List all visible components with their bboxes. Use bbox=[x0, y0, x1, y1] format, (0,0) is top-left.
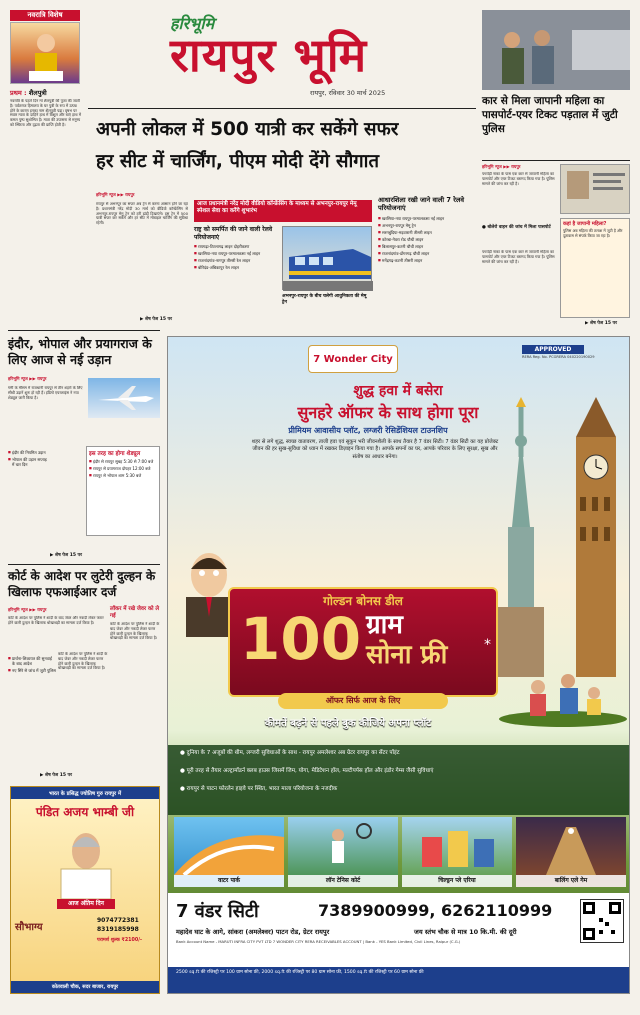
list-item: ■ खरसिया-नया रायपुर-परमालकसा नई लाइन bbox=[378, 216, 476, 221]
masthead-title: रायपुर भूमि bbox=[170, 28, 368, 82]
offer-label: गोल्डन बोनस डील bbox=[323, 594, 403, 608]
ad-cta: कीमतें बढ़ने से पहले बुक कीजिये अपना प्लॉट bbox=[264, 718, 432, 729]
qr-art bbox=[581, 900, 623, 942]
projects-title: आधारशिला रखी जाने वाली 7 रेलवे परियोजनाएं bbox=[378, 196, 465, 212]
thumb-tennis bbox=[288, 817, 398, 887]
features-band bbox=[168, 745, 630, 815]
court-body: कोर्ट के आदेश पर पुलिस ने शादी के बाद जेवर और नकदी लेकर फरार होने वाली दुल्हन के खिलाफ धोखाधड़ी का मामला दर्ज किया है। bbox=[8, 616, 104, 625]
list-item: ■ राजनांदगांव-नागपुर तीसरी रेल लाइन bbox=[194, 258, 278, 263]
locker-title: लॉकर में रखे जेवर को ले गई bbox=[110, 606, 160, 619]
right-body-cont: पचपेड़ी नाका के पास एक कार से जापानी महिला का पासपोर्ट और एयर टिकट बरामद किया गया है। पुलिस मामले की जांच कर रही है। bbox=[482, 250, 555, 264]
astro-product: सौभाग्य bbox=[15, 922, 43, 933]
divider bbox=[8, 330, 160, 331]
list-item: ■ कोरबा-गेवरा रोड चौथी लाइन bbox=[378, 237, 476, 242]
astro-portrait bbox=[51, 825, 121, 899]
photo-art bbox=[482, 10, 630, 90]
contact-phones: 7389900999, 6262110999 bbox=[318, 901, 553, 920]
list-item: ■ प्रार्थना-शिकायत की सुनवाई के बाद आदेश bbox=[8, 656, 56, 666]
japan-box-title: कहां है जापानी महिला? bbox=[563, 221, 607, 227]
offer-item: सोना फ्री bbox=[366, 640, 448, 670]
offer-sub: ऑफर सिर्फ आज के लिए bbox=[278, 693, 448, 709]
list-item: ■ राजनांदगांव-डोंगरगढ़ चौथी लाइन bbox=[378, 251, 476, 256]
main-byline: हरिभूमि न्यूज ▶▶ रायपुर bbox=[96, 192, 135, 197]
offer-unit: ग्राम bbox=[366, 610, 403, 640]
court-byline: हरिभूमि न्यूज ▶▶ रायपुर bbox=[8, 607, 47, 612]
divider bbox=[482, 160, 630, 161]
contact-distance: जय स्तंभ चौक से मात्र 10 कि.मी. की दूरी bbox=[414, 928, 517, 936]
court-body-cont: कोर्ट के आदेश पर पुलिस ने शादी के बाद जेवर और नकदी लेकर फरार होने वाली दुल्हन के खिलाफ धोखाधड़ी का मामला दर्ज किया है। bbox=[110, 622, 160, 641]
astro-phone-1: 9074772381 bbox=[97, 917, 139, 924]
schedule-box bbox=[86, 446, 160, 536]
list-item: ■ नए सिरे से जांच में जुटी पुलिस bbox=[8, 668, 56, 673]
pm-box-title: आज प्रधानमंत्री नरेंद्र मोदी वीडियो कॉन्फ्रेंसिंग के माध्यम से अभनपुर-रायपुर मेमू स्पेशल सेवा का करेंगे शुभारंभ bbox=[194, 200, 372, 222]
dedication-title: राष्ट्र को समर्पित की जाने वाली रेलवे परियोजनाएं bbox=[194, 226, 273, 241]
list-item: ■ मनेंद्रगढ़-कटनी तीसरी लाइन bbox=[378, 258, 476, 263]
right-continued: ▶ शेष पेज 15 पर bbox=[585, 321, 617, 326]
main-continued: ▶ शेष पेज 15 पर bbox=[140, 317, 172, 322]
schedule-title: इस तरह का होगा शेड्यूल bbox=[89, 451, 141, 457]
flight-byline: हरिभूमि न्यूज ▶▶ रायपुर bbox=[8, 376, 47, 381]
list-item: ■ रायगढ़ा-टिटलागढ़ लाइन दोहरीकरण bbox=[194, 244, 278, 249]
right-byline: हरिभूमि न्यूज ▶▶ रायपुर bbox=[482, 164, 521, 169]
astro-tagline: भारत के प्रसिद्ध ज्योतिष गुरु रायपुर में bbox=[11, 787, 159, 799]
flight-continued: ▶ शेष पेज 15 पर bbox=[50, 553, 82, 558]
ad-contact bbox=[168, 893, 630, 994]
main-body: रायपुर से अभनपुर का सफर अब ट्रेन से करना आसान होने जा रहा है। प्रधानमंत्री नरेंद्र मोदी 30 मार्च को वीडियो कॉन्फ्रेंसिंग से अभनपुर-रायपुर मेमू ट्रेन को हरी झंडी दिखाएंगे। इस ट्रेन में 500 यात्री सफर कर सकेंगे और हर सीट में मोबाइल चार्जिंग की सुविधा रहेगी। bbox=[96, 202, 188, 226]
real-estate-ad bbox=[167, 336, 630, 994]
water-park-art bbox=[174, 817, 284, 875]
tennis-art bbox=[288, 817, 398, 875]
thumb-water-park bbox=[174, 817, 284, 887]
approved-badge: APPROVED bbox=[522, 345, 584, 354]
thumb-label: बालिंग एले गेम bbox=[516, 875, 626, 887]
offer-star: * bbox=[484, 637, 491, 653]
astro-fee: परामर्श शुल्क ₹2100/- bbox=[97, 938, 142, 943]
rera-number: RERA Reg. No. PCGRERA 040220190029 bbox=[522, 355, 595, 359]
main-headline-1: अपनी लोकल में 500 यात्री कर सकेंगे सफर bbox=[96, 119, 399, 140]
list-item: ■ अभनपुर-रायपुर मेमू ट्रेन bbox=[378, 223, 476, 228]
passport-photo bbox=[560, 164, 630, 214]
court-continued: ▶ शेष पेज 15 पर bbox=[40, 773, 72, 778]
astro-ad bbox=[10, 786, 160, 994]
flight-headline: इंदौर, भोपाल और प्रयागराज के लिए आज से नई उड़ान bbox=[8, 336, 152, 367]
astro-address: कोतवाली चौक, सदर बाजार, रायपुर bbox=[11, 981, 159, 993]
flight-body: गर्मी के मौसम में राजधानी रायपुर से तीन शहरों के लिए सीधी उड़ानें शुरू हो रही हैं। इंडिगो एयरलाइंस ने नया शेड्यूल जारी किया है। bbox=[8, 386, 83, 400]
thumb-label: वाटर पार्क bbox=[174, 875, 284, 887]
portrait-art bbox=[51, 825, 121, 899]
train-photo bbox=[282, 226, 372, 290]
divider bbox=[88, 108, 476, 109]
train-caption: अभनपुर-रायपुर के बीच चलेगी आधुनिकता की मेमू ट्रेन bbox=[282, 294, 367, 305]
train-art bbox=[283, 227, 373, 291]
plane-art bbox=[88, 378, 160, 418]
bowling-art bbox=[516, 817, 626, 875]
navratri-tag: नवरात्रि विशेष bbox=[10, 10, 80, 21]
qr-code[interactable] bbox=[580, 899, 624, 943]
ad-brand: 7 Wonder City bbox=[313, 354, 393, 365]
plane-photo bbox=[88, 378, 160, 418]
dedication-list bbox=[194, 244, 278, 272]
contact-brand: 7 वंडर सिटी bbox=[176, 901, 259, 922]
flight-bullets bbox=[8, 450, 48, 469]
feature-item: ● रायपुर से पाटन फोरलेन हाइवे पर स्थित, भारत माला परियोजना के नजदीक bbox=[180, 786, 338, 792]
list-item: ■ बिलासपुर-कटनी चौथी लाइन bbox=[378, 244, 476, 249]
right-headline: कार से मिला जापानी महिला का पासपोर्ट-एयर टिकट पड़ताल में जुटी पुलिस bbox=[482, 95, 618, 135]
offer-block bbox=[228, 587, 498, 697]
dateline: रायपुर, रविवार 30 मार्च 2025 bbox=[310, 89, 386, 97]
list-item: ■ इंदौर से रायपुर सुबह 5:30 से 7:00 बजे bbox=[89, 459, 157, 464]
court-headline: कोर्ट के आदेश पर लुटेरी दुल्हन के खिलाफ एफआईआर दर्ज bbox=[8, 569, 156, 599]
feature-item: ● पूरी तरह से तैयार अल्ट्रामॉडर्न क्लब हाउस जिसमें जिम, योगा, मेडिटेशन हॉल, मल्टीपर्पस हॉल और इंडोर गेम्स जैसी सुविधाएं bbox=[180, 768, 434, 774]
court-bullets bbox=[8, 656, 56, 675]
feature-item: ● दुनिया के 7 अजूबों की थीम, लग्जरी सुविधाओं के साथ - रायपुर अमलेश्वर अब ग्रेटर रायपुर का सेंटर पॉइंट bbox=[180, 750, 400, 756]
play-area-art bbox=[402, 817, 512, 875]
list-item: ■ रायपुर से प्रयागराज दोपहर 12:00 बजे bbox=[89, 466, 157, 471]
offer-value: 100 bbox=[240, 605, 362, 673]
ad-headline-1: शुद्ध हवा में बसेरा bbox=[353, 383, 443, 399]
goddess-illustration bbox=[11, 23, 81, 85]
main-headline-2: हर सीट में चार्जिंग, पीएम मोदी देंगे सौगात bbox=[96, 151, 380, 172]
ad-subhead: प्रीमियम आवासीय प्लॉट, लग्जरी रेसिडेंशियल टाउनशिप bbox=[288, 426, 448, 435]
list-item: ■ सरगबुंदिया-मड़वारानी तीसरी लाइन bbox=[378, 230, 476, 235]
police-photo bbox=[482, 10, 630, 90]
thumb-label: लॉन टेनिस कोर्ट bbox=[288, 875, 398, 887]
astro-phone-2: 8319185998 bbox=[97, 926, 139, 933]
goddess-image bbox=[10, 22, 80, 84]
thumb-bowling bbox=[516, 817, 626, 887]
japan-box bbox=[560, 218, 630, 318]
projects-list bbox=[378, 216, 476, 265]
contact-address: महादेव घाट के आगे, सांकरा (अमलेश्वर) पाटन रोड, ग्रेटर रायपुर bbox=[176, 928, 330, 936]
list-item: ■ भोपाल की उड़ान सप्ताह में चार दिन bbox=[8, 457, 48, 467]
thumb-label: चिल्ड्रन प्ले एरिया bbox=[402, 875, 512, 887]
ad-body: शहर से लगे शुद्ध, स्वच्छ वातावरण, ताजी हवा एवं सुकून भरी जीवनशैली के साथ तैयार है 7 वंडर सिटी। 7 वंडर सिटी का यह प्रोजेक्ट जीवन की हर सुख-सुविधा को ध्यान में रखकर डिज़ाइन किया गया है। आपके सपनों का घर, आपके परिवार के लिए सुरक्षा, सुख और संतोष का आधार बनेगा। bbox=[251, 439, 499, 460]
passport-art bbox=[561, 165, 631, 215]
schedule-list bbox=[89, 459, 157, 478]
japan-box-body: पुलिस अब महिला की तलाश में जुटी है और दूतावास से संपर्क किया जा रहा है। bbox=[563, 228, 623, 238]
right-body: पचपेड़ी नाका के पास एक कार से जापानी महिला का पासपोर्ट और एयर टिकट बरामद किया गया है। पुलिस मामले की जांच कर रही है। bbox=[482, 172, 555, 186]
price-strip: 2500 sq.ft की रजिस्ट्री पर 100 ग्राम सोना फ्री, 2000 sq.ft की रजिस्ट्री पर 80 ग्राम सोना फ्री, 1500 sq.ft की रजिस्ट्री पर 60 ग्राम सोना फ्री bbox=[168, 967, 630, 994]
thumb-play-area bbox=[402, 817, 512, 887]
list-item: ■ खरसिया-नया रायपुर-परमालकसा नई लाइन bbox=[194, 251, 278, 256]
list-item: ■ बोरिदंड-अंबिकापुर रेल लाइन bbox=[194, 265, 278, 270]
right-bullet: ● बोलेरो वाहन की जांच में मिला पासपोर्ट bbox=[482, 225, 551, 230]
ad-logo bbox=[308, 345, 398, 373]
list-item: ■ रायपुर से भोपाल शाम 5:30 बजे bbox=[89, 473, 157, 478]
astro-strip: आज अंतिम दिन bbox=[57, 899, 115, 909]
ad-headline-2: सुनहरे ऑफर के साथ होगा पूरा bbox=[297, 403, 479, 422]
story-kicker: प्रथम : शैलपुत्री bbox=[10, 89, 47, 97]
divider bbox=[8, 564, 160, 565]
story-body: नवरात्रि के पहले दिन मां शैलपुत्री की पूजा की जाती है। पर्वतराज हिमालय के घर पुत्री के रूप में उत्पन्न होने के कारण इनका नाम शैलपुत्री पड़ा। वृषभ पर सवार माता के दाहिने हाथ में त्रिशूल और बाएं हाथ में कमल पुष्प सुशोभित है। माता की उपासना से मनुष्य को स्थिरता और दृढ़ता की प्राप्ति होती है। bbox=[10, 99, 82, 127]
brand-small: हरिभूमि bbox=[170, 14, 215, 33]
bank-details: Bank Account Name - MARUTI INFRA CITY PVT LTD 7 WONDER CITY RERA RECEIVABLES ACCOUNT | Bank - YES Bank Limited, Civil Lines, Raipur (C.G.) bbox=[176, 939, 461, 944]
family-illustration bbox=[498, 657, 628, 727]
list-item: ■ इंदौर की नियमित उड़ान bbox=[8, 450, 48, 455]
astro-name: पंडित अजय भाम्बी जी bbox=[35, 805, 135, 819]
court-body-cont: कोर्ट के आदेश पर पुलिस ने शादी के बाद जेवर और नकदी लेकर फरार होने वाली दुल्हन के खिलाफ धोखाधड़ी का मामला दर्ज किया है। bbox=[58, 652, 108, 671]
